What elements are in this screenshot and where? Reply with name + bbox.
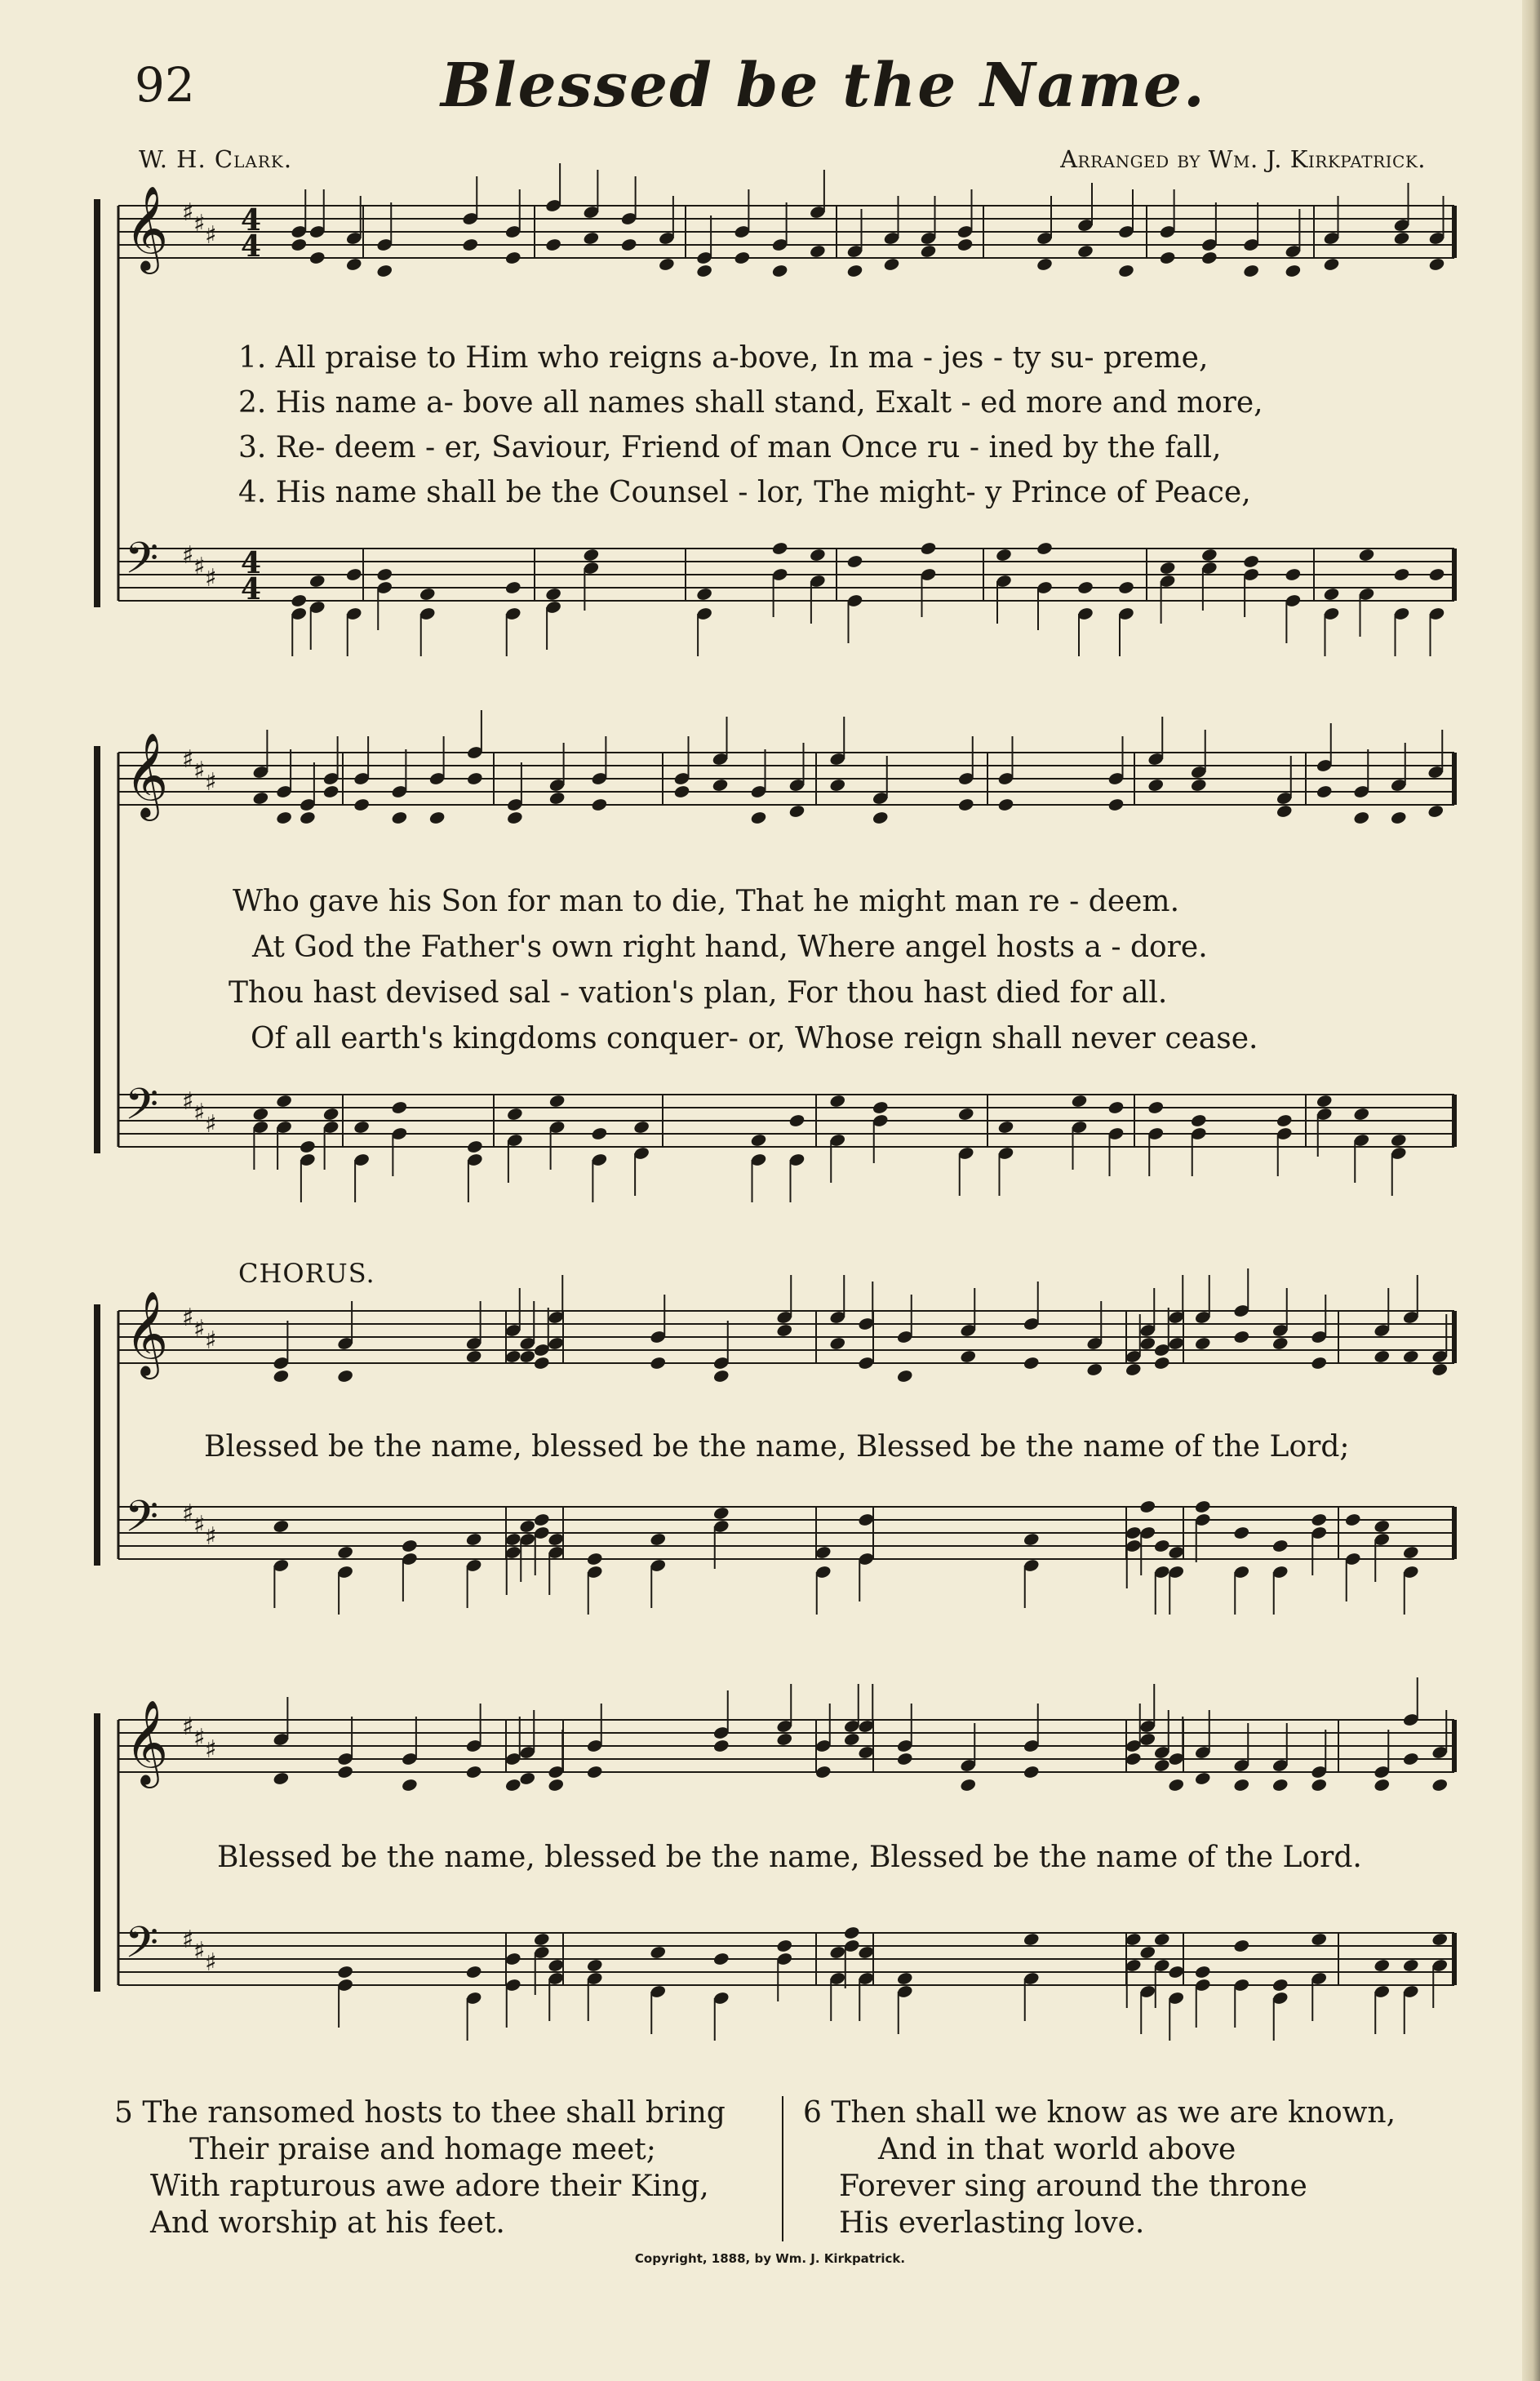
note-head bbox=[466, 771, 483, 786]
note-head bbox=[1242, 554, 1259, 569]
note-head bbox=[1153, 1932, 1170, 1947]
verse-2-line-1: 2. His name a- bove all names shall stand, Exalt - ed more and more, bbox=[238, 386, 1263, 420]
note-head bbox=[1402, 1349, 1419, 1364]
note-head bbox=[506, 811, 523, 825]
note-head bbox=[771, 264, 788, 278]
note-head bbox=[336, 1369, 353, 1384]
note-head bbox=[506, 1107, 523, 1122]
note-head bbox=[1107, 797, 1125, 812]
note-head bbox=[872, 811, 889, 825]
note-head bbox=[1200, 548, 1218, 562]
note-head bbox=[1139, 1336, 1156, 1351]
note-head bbox=[591, 797, 608, 812]
note-head bbox=[291, 593, 308, 608]
note-head bbox=[995, 548, 1012, 562]
sharp-icon: ♯ bbox=[205, 768, 217, 797]
note-head bbox=[1153, 1758, 1170, 1773]
note-head bbox=[1086, 1362, 1103, 1377]
note-head bbox=[896, 1369, 913, 1384]
note-head bbox=[1125, 1362, 1142, 1377]
note-head bbox=[750, 1133, 767, 1148]
note-head bbox=[829, 1094, 846, 1108]
note-head bbox=[1428, 257, 1445, 272]
note-head bbox=[1194, 1771, 1211, 1786]
note-head bbox=[1194, 1336, 1211, 1351]
note-head bbox=[883, 257, 900, 272]
note-head bbox=[504, 580, 521, 595]
page-number: 92 bbox=[135, 57, 195, 113]
note-head bbox=[1311, 1513, 1328, 1527]
note-head bbox=[401, 1539, 418, 1553]
note-head bbox=[1023, 1356, 1040, 1370]
note-head bbox=[1147, 1100, 1165, 1115]
note-head bbox=[465, 1765, 482, 1779]
note-head bbox=[1194, 1499, 1211, 1514]
note-head bbox=[1125, 1526, 1142, 1540]
copyright-notice: Copyright, 1888, by Wm. J. Kirkpatrick. bbox=[634, 2251, 906, 2266]
note-head bbox=[1200, 251, 1218, 265]
note-head bbox=[1190, 1113, 1207, 1128]
note-head bbox=[1402, 1752, 1419, 1766]
note-head bbox=[1374, 1519, 1391, 1534]
note-head bbox=[829, 1945, 846, 1960]
stanza-5-line-3: With rapturous awe adore their King, bbox=[150, 2170, 709, 2203]
note-head bbox=[788, 1113, 806, 1128]
note-head bbox=[275, 811, 292, 825]
note-head bbox=[1023, 1532, 1040, 1547]
note-head bbox=[997, 1120, 1014, 1135]
sharp-icon: ♯ bbox=[193, 1724, 206, 1752]
note-head bbox=[1353, 811, 1370, 825]
note-head bbox=[712, 1739, 730, 1753]
note-head bbox=[322, 1107, 340, 1122]
note-head bbox=[544, 587, 561, 602]
sharp-icon: ♯ bbox=[205, 1110, 217, 1139]
note-head bbox=[1323, 587, 1340, 602]
sharp-icon: ♯ bbox=[193, 1315, 206, 1344]
system-brace bbox=[94, 746, 100, 1153]
bass-clef-icon: 𝄢 bbox=[125, 1080, 159, 1140]
sharp-icon: ♯ bbox=[205, 1735, 217, 1764]
note-head bbox=[336, 1545, 353, 1560]
note-head bbox=[1242, 264, 1259, 278]
note-head bbox=[376, 264, 393, 278]
note-head bbox=[1402, 1545, 1419, 1560]
note-head bbox=[750, 811, 767, 825]
note-head bbox=[252, 1107, 269, 1122]
note-head bbox=[1117, 580, 1134, 595]
note-head bbox=[1285, 264, 1302, 278]
note-head bbox=[465, 1532, 482, 1547]
note-head bbox=[586, 1552, 603, 1566]
note-head bbox=[809, 548, 826, 562]
note-head bbox=[548, 1778, 565, 1792]
note-head bbox=[846, 554, 863, 569]
note-head bbox=[1285, 567, 1302, 582]
note-head bbox=[391, 1100, 408, 1115]
sharp-icon: ♯ bbox=[182, 1499, 194, 1528]
stanza-6-line-1: 6 Then shall we know as we are known, bbox=[803, 2096, 1396, 2130]
note-head bbox=[1316, 1094, 1333, 1108]
bass-clef-icon: 𝄢 bbox=[125, 1492, 159, 1553]
note-head bbox=[1390, 811, 1407, 825]
treble-clef-icon: 𝄞 bbox=[125, 1290, 169, 1376]
note-head bbox=[1393, 567, 1410, 582]
note-head bbox=[1233, 1778, 1250, 1792]
note-head bbox=[1117, 264, 1134, 278]
note-head bbox=[829, 778, 846, 793]
note-head bbox=[1107, 1100, 1125, 1115]
note-head bbox=[814, 1765, 832, 1779]
sharp-icon: ♯ bbox=[182, 1304, 194, 1332]
note-head bbox=[1153, 1356, 1170, 1370]
sharp-icon: ♯ bbox=[182, 1926, 194, 1954]
note-head bbox=[299, 811, 316, 825]
note-head bbox=[650, 1945, 667, 1960]
note-head bbox=[1431, 1778, 1449, 1792]
note-head bbox=[1311, 1778, 1328, 1792]
bass-clef-icon: 𝄢 bbox=[125, 1918, 159, 1979]
note-head bbox=[776, 1323, 793, 1338]
note-head bbox=[519, 1771, 536, 1786]
note-head bbox=[1374, 1349, 1391, 1364]
note-head bbox=[1159, 251, 1176, 265]
note-head bbox=[1233, 1939, 1250, 1953]
note-head bbox=[591, 1126, 608, 1141]
verse-4-line-1: 4. His name shall be the Counsel - lor, The might- y Prince of Peace, bbox=[238, 476, 1251, 509]
note-head bbox=[1428, 567, 1445, 582]
note-head bbox=[548, 791, 566, 806]
note-head bbox=[1168, 1778, 1185, 1792]
note-head bbox=[896, 1971, 913, 1986]
note-head bbox=[650, 1356, 667, 1370]
note-head bbox=[1139, 1732, 1156, 1747]
system-brace bbox=[94, 1304, 100, 1566]
note-head bbox=[504, 1952, 521, 1966]
note-head bbox=[1233, 1526, 1250, 1540]
note-head bbox=[465, 1965, 482, 1979]
note-head bbox=[858, 1513, 875, 1527]
note-head bbox=[322, 784, 340, 799]
note-head bbox=[548, 1958, 565, 1973]
note-head bbox=[504, 1349, 521, 1364]
note-head bbox=[1159, 561, 1176, 575]
note-head bbox=[1311, 1932, 1328, 1947]
note-head bbox=[583, 548, 600, 562]
author-credit: W. H. Clark. bbox=[139, 145, 293, 173]
stanza-6-line-4: His everlasting love. bbox=[839, 2206, 1145, 2240]
note-head bbox=[544, 238, 561, 252]
sharp-icon: ♯ bbox=[193, 1099, 206, 1127]
stanza-6-line-2: And in that world above bbox=[878, 2133, 1236, 2166]
note-head bbox=[548, 1336, 565, 1351]
note-head bbox=[1139, 1945, 1156, 1960]
note-head bbox=[1431, 1932, 1449, 1947]
note-head bbox=[1402, 1958, 1419, 1973]
note-head bbox=[419, 587, 436, 602]
note-head bbox=[695, 264, 712, 278]
note-head bbox=[1147, 778, 1165, 793]
note-head bbox=[1323, 257, 1340, 272]
note-head bbox=[846, 264, 863, 278]
note-head bbox=[428, 811, 446, 825]
sharp-icon: ♯ bbox=[182, 198, 194, 227]
note-head bbox=[620, 238, 637, 252]
note-head bbox=[504, 1532, 521, 1547]
note-head bbox=[336, 1965, 353, 1979]
sharp-icon: ♯ bbox=[205, 221, 217, 250]
note-head bbox=[548, 1532, 565, 1547]
note-head bbox=[519, 1349, 536, 1364]
note-head bbox=[533, 1932, 550, 1947]
note-head bbox=[1427, 804, 1445, 819]
sharp-icon: ♯ bbox=[193, 757, 206, 785]
note-head bbox=[1316, 784, 1333, 799]
note-head bbox=[814, 1545, 832, 1560]
note-head bbox=[1076, 244, 1094, 259]
note-head bbox=[1431, 1362, 1449, 1377]
note-head bbox=[401, 1778, 418, 1792]
note-head bbox=[1374, 1958, 1391, 1973]
note-head bbox=[776, 1939, 793, 1953]
note-head bbox=[843, 1732, 860, 1747]
note-head bbox=[1271, 1539, 1289, 1553]
note-head bbox=[1036, 257, 1053, 272]
stanza-6 bbox=[803, 2094, 1396, 2241]
note-head bbox=[858, 1945, 875, 1960]
note-head bbox=[1168, 1965, 1185, 1979]
time-signature-bottom: 4 bbox=[241, 229, 262, 264]
note-head bbox=[673, 784, 690, 799]
note-head bbox=[809, 244, 826, 259]
note-head bbox=[712, 1506, 730, 1521]
note-head bbox=[308, 574, 326, 589]
note-head bbox=[920, 244, 937, 259]
note-head bbox=[1276, 804, 1293, 819]
note-head bbox=[1353, 1107, 1370, 1122]
note-head bbox=[345, 567, 362, 582]
note-head bbox=[1311, 1356, 1328, 1370]
treble-clef-icon: 𝄞 bbox=[125, 732, 169, 818]
note-head bbox=[712, 1369, 730, 1384]
note-head bbox=[829, 1336, 846, 1351]
note-head bbox=[1153, 1539, 1170, 1553]
note-head bbox=[960, 1778, 977, 1792]
note-head bbox=[353, 1120, 370, 1135]
note-head bbox=[533, 1356, 550, 1370]
sharp-icon: ♯ bbox=[205, 1948, 217, 1977]
note-head bbox=[712, 778, 729, 793]
note-head bbox=[252, 791, 269, 806]
note-head bbox=[1036, 541, 1053, 556]
note-head bbox=[712, 1952, 730, 1966]
note-head bbox=[273, 1771, 290, 1786]
note-head bbox=[1190, 778, 1207, 793]
note-head bbox=[771, 541, 788, 556]
system-brace bbox=[94, 199, 100, 607]
note-head bbox=[956, 238, 974, 252]
note-head bbox=[896, 1752, 913, 1766]
note-head bbox=[291, 238, 308, 252]
time-signature-bottom: 4 bbox=[241, 572, 262, 606]
note-head bbox=[1358, 548, 1375, 562]
note-head bbox=[960, 1349, 977, 1364]
note-head bbox=[308, 251, 326, 265]
note-head bbox=[920, 541, 937, 556]
note-head bbox=[504, 251, 521, 265]
note-head bbox=[462, 238, 479, 252]
note-head bbox=[1271, 1778, 1289, 1792]
sharp-icon: ♯ bbox=[193, 1937, 206, 1966]
stanza-5-line-4: And worship at his feet. bbox=[150, 2206, 505, 2240]
note-head bbox=[957, 797, 974, 812]
time-signature-top: 4 bbox=[241, 546, 262, 580]
note-head bbox=[957, 1107, 974, 1122]
treble-clef-icon: 𝄞 bbox=[125, 185, 169, 271]
stanza-5 bbox=[114, 2094, 726, 2241]
note-head bbox=[1393, 231, 1410, 246]
note-head bbox=[1344, 1513, 1361, 1527]
note-head bbox=[734, 251, 751, 265]
note-head bbox=[336, 1765, 353, 1779]
time-signature-top: 4 bbox=[241, 203, 262, 238]
note-head bbox=[1023, 1932, 1040, 1947]
note-head bbox=[465, 1349, 482, 1364]
bass-clef-icon: 𝄢 bbox=[125, 534, 159, 594]
note-head bbox=[858, 1356, 875, 1370]
verse-2-line-2: At God the Father's own right hand, Where angel hosts a - dore. bbox=[252, 931, 1208, 964]
sharp-icon: ♯ bbox=[205, 564, 217, 593]
arranger-credit: Arranged by Wm. J. Kirkpatrick. bbox=[1060, 145, 1426, 173]
stanza-5-line-2: Their praise and homage meet; bbox=[189, 2133, 656, 2166]
note-head bbox=[1168, 1545, 1185, 1560]
note-head bbox=[872, 1100, 889, 1115]
chorus-label: CHORUS. bbox=[238, 1258, 375, 1289]
note-head bbox=[376, 567, 393, 582]
note-head bbox=[345, 257, 362, 272]
note-head bbox=[1271, 1978, 1289, 1992]
note-head bbox=[353, 797, 370, 812]
note-head bbox=[658, 257, 675, 272]
treble-clef-icon: 𝄞 bbox=[125, 1699, 169, 1785]
note-head bbox=[504, 1778, 521, 1792]
note-head bbox=[466, 1139, 483, 1154]
note-head bbox=[533, 1513, 550, 1527]
note-head bbox=[548, 1094, 566, 1108]
note-head bbox=[1168, 1336, 1185, 1351]
note-head bbox=[586, 1958, 603, 1973]
note-head bbox=[299, 1139, 316, 1154]
verse-3-line-1: 3. Re- deem - er, Saviour, Friend of man Once ru - ined by the fall, bbox=[238, 431, 1222, 464]
note-head bbox=[1194, 1965, 1211, 1979]
note-head bbox=[391, 811, 408, 825]
sharp-icon: ♯ bbox=[182, 745, 194, 774]
verse-1-line-2: Who gave his Son for man to die, That he might man re - deem. bbox=[233, 885, 1180, 918]
note-head bbox=[632, 1120, 650, 1135]
note-head bbox=[583, 231, 600, 246]
chorus-lyric-2: Blessed be the name, blessed be the name, Blessed be the name of the Lord. bbox=[217, 1841, 1362, 1874]
sharp-icon: ♯ bbox=[193, 1511, 206, 1539]
sharp-icon: ♯ bbox=[182, 1712, 194, 1741]
note-head bbox=[586, 1765, 603, 1779]
note-head bbox=[788, 804, 806, 819]
note-head bbox=[273, 1519, 290, 1534]
sharp-icon: ♯ bbox=[182, 541, 194, 570]
sharp-icon: ♯ bbox=[205, 1326, 217, 1355]
sharp-icon: ♯ bbox=[193, 553, 206, 581]
chorus-lyric-1: Blessed be the name, blessed be the name, Blessed be the name of the Lord; bbox=[204, 1430, 1350, 1464]
note-head bbox=[650, 1532, 667, 1547]
note-head bbox=[275, 1094, 292, 1108]
verse-1-line-1: 1. All praise to Him who reigns a-bove, In ma - jes - ty su- preme, bbox=[238, 341, 1209, 375]
verse-4-line-2: Of all earth's kingdoms conquer- or, Whose reign shall never cease. bbox=[251, 1022, 1258, 1055]
sharp-icon: ♯ bbox=[193, 210, 206, 238]
note-head bbox=[1276, 1113, 1293, 1128]
sharp-icon: ♯ bbox=[182, 1087, 194, 1116]
stanza-6-number: 6 bbox=[803, 2096, 822, 2130]
note-head bbox=[1139, 1499, 1156, 1514]
verse-3-line-2: Thou hast devised sal - vation's plan, For thou hast died for all. bbox=[229, 976, 1168, 1010]
note-head bbox=[858, 1745, 875, 1760]
stanza-divider bbox=[782, 2096, 783, 2241]
note-head bbox=[1374, 1778, 1391, 1792]
sharp-icon: ♯ bbox=[205, 1522, 217, 1551]
hymn-title: Blessed be the Name. bbox=[441, 51, 1206, 121]
note-head bbox=[997, 797, 1014, 812]
note-head bbox=[273, 1369, 290, 1384]
stanza-5-line-1: 5 The ransomed hosts to thee shall bring bbox=[114, 2096, 726, 2130]
note-head bbox=[1125, 1752, 1142, 1766]
note-head bbox=[1390, 1133, 1407, 1148]
note-head bbox=[776, 1732, 793, 1747]
note-head bbox=[1076, 580, 1094, 595]
note-head bbox=[1233, 1330, 1250, 1344]
note-head bbox=[843, 1926, 860, 1940]
stanza-6-line-3: Forever sing around the throne bbox=[839, 2170, 1307, 2203]
note-head bbox=[695, 587, 712, 602]
note-head bbox=[1125, 1932, 1142, 1947]
note-head bbox=[519, 1519, 536, 1534]
note-head bbox=[1071, 1094, 1088, 1108]
note-head bbox=[1271, 1336, 1289, 1351]
stanza-5-number: 5 bbox=[114, 2096, 133, 2130]
system-brace bbox=[94, 1713, 100, 1992]
note-head bbox=[1023, 1765, 1040, 1779]
